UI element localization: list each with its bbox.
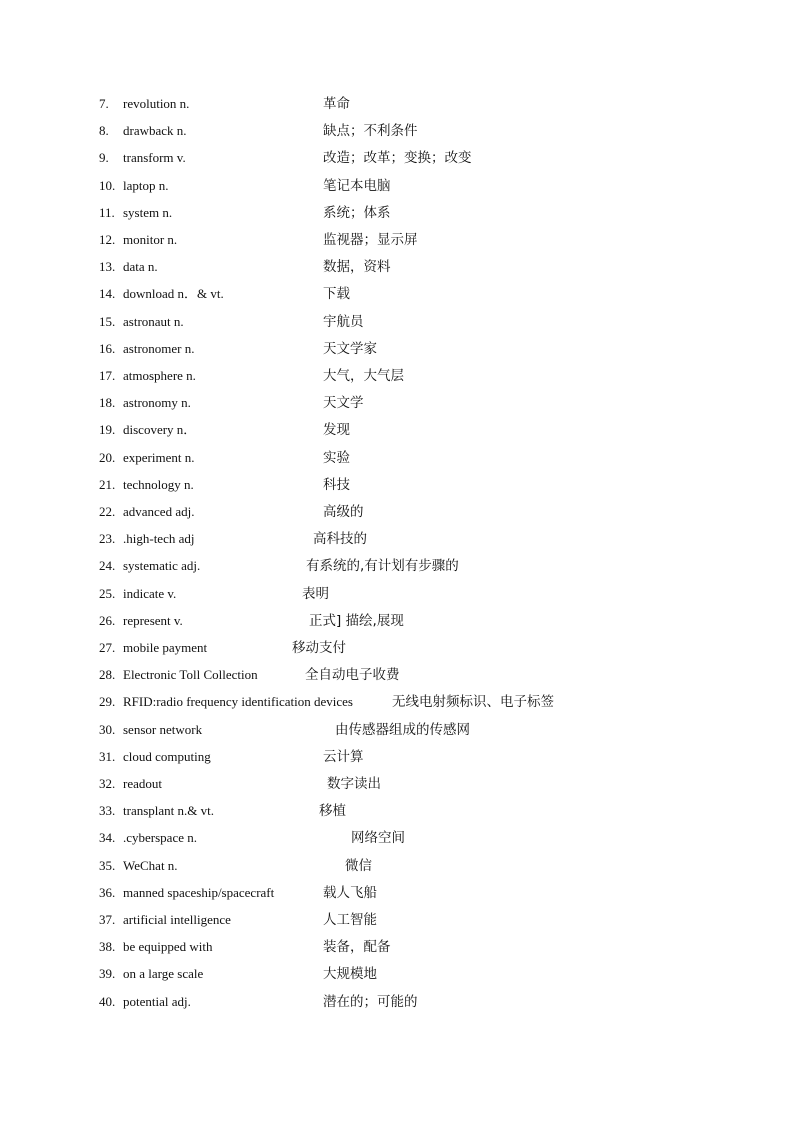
vocab-english: drawback n. [123,123,187,139]
vocab-english: transform v. [123,150,186,166]
vocab-row [0,121,794,141]
vocab-row [0,964,794,984]
vocab-row [0,692,794,712]
vocab-english: system n. [123,204,173,220]
vocab-row [0,284,794,304]
vocab-english: represent v. [123,612,183,628]
vocab-row [0,448,794,468]
vocab-number: 26. [99,612,116,628]
vocab-row [0,339,794,359]
vocab-english: advanced adj. [123,504,195,519]
vocab-english: sensor network [123,721,203,737]
vocab-row [0,94,794,114]
vocab-row [0,203,794,223]
vocab-row [0,611,794,631]
vocab-row [0,665,794,685]
vocab-english: revolution n. [123,96,190,111]
vocab-english: data n. [123,259,158,275]
vocab-number: 34. [99,830,116,846]
vocab-number: 18. [99,395,116,411]
vocab-row [0,529,794,549]
vocab-english: manned spaceship/spacecraft [123,884,275,900]
vocab-number: 23. [99,531,116,547]
vocab-number: 33. [99,803,116,819]
vocab-english: astronomer n. [123,340,195,356]
vocab-number: 14. [99,286,116,302]
vocab-english: WeChat n. [123,857,178,873]
vocab-row [0,556,794,576]
vocab-english: .cyberspace n. [123,830,197,846]
vocab-row [0,801,794,821]
vocab-row [0,366,794,386]
vocab-number: 21. [99,476,116,492]
vocab-english: systematic adj. [123,558,201,574]
vocab-row [0,774,794,794]
vocab-row [0,475,794,495]
vocab-row [0,230,794,250]
vocab-english: readout [123,776,162,791]
vocab-english: mobile payment [123,640,208,655]
vocab-chinese: 数字读出 [327,776,381,792]
vocab-chinese: 高科技的 [313,531,367,548]
vocab-row [0,176,794,196]
vocab-chinese: 装备，配备 [323,939,391,956]
vocab-row [0,937,794,957]
vocab-number: 31. [99,748,116,764]
vocab-chinese: 高级的 [323,504,364,520]
vocab-english: potential adj. [123,993,191,1009]
vocab-number: 22. [99,504,116,519]
vocab-chinese: 革命 [323,96,350,112]
vocab-english: download n．& vt. [123,286,224,302]
vocab-number: 10. [99,177,116,193]
vocab-chinese: 天文学家 [323,340,377,357]
vocab-row [0,992,794,1012]
vocab-english: cloud computing [123,748,211,764]
vocab-number: 16. [99,340,116,356]
vocab-chinese: 改造；改革；变换；改变 [323,150,472,167]
vocab-row [0,393,794,413]
vocab-chinese: 载人飞船 [323,884,377,901]
vocab-chinese: 网络空间 [351,830,405,847]
vocab-chinese: 监视器；显示屏 [323,232,418,248]
vocab-chinese: 大气，大气层 [323,368,404,384]
vocab-english: laptop n. [123,177,169,193]
vocab-english: indicate v. [123,585,177,601]
vocab-row [0,502,794,522]
vocab-chinese: 移植 [319,803,346,820]
vocab-number: 20. [99,449,116,465]
vocab-chinese: 宇航员 [323,313,364,330]
vocab-number: 30. [99,721,116,737]
vocab-english: atmosphere n. [123,368,196,383]
vocab-chinese: 人工智能 [323,912,377,928]
vocab-row [0,856,794,876]
vocab-english: Electronic Toll Collection [123,667,258,683]
vocab-row [0,420,794,440]
vocab-number: 28. [99,667,116,683]
vocab-row [0,828,794,848]
vocab-row [0,883,794,903]
vocab-number: 38. [99,939,116,955]
vocab-number: 9. [99,150,109,166]
vocab-row [0,312,794,332]
vocab-chinese: 全自动电子收费 [305,667,400,684]
vocab-chinese: 正式] 描绘,展现 [309,612,404,629]
vocab-chinese: 微信 [345,857,372,874]
vocab-number: 15. [99,313,116,329]
vocab-english: technology n. [123,476,194,492]
vocab-chinese: 缺点；不利条件 [323,123,418,140]
vocab-number: 12. [99,232,116,247]
vocab-english: experiment n. [123,449,195,465]
vocab-number: 8. [99,123,109,139]
vocab-row [0,747,794,767]
vocab-english: astronomy n. [123,395,191,411]
vocab-english: RFID:radio frequency identification devices [123,694,353,710]
vocab-english: astronaut n. [123,313,184,329]
vocab-number: 35. [99,857,116,873]
vocab-chinese: 下载 [323,286,350,303]
vocab-number: 36. [99,884,116,900]
vocab-row [0,584,794,604]
vocab-chinese: 笔记本电脑 [323,177,391,194]
vocab-number: 37. [99,912,116,927]
vocab-row [0,720,794,740]
vocab-number: 29. [99,694,116,710]
vocab-chinese: 发现 [323,422,350,439]
vocab-chinese: 天文学 [323,395,364,412]
vocab-number: 25. [99,585,116,601]
vocab-number: 24. [99,558,116,574]
vocab-number: 27. [99,640,116,655]
vocab-row [0,257,794,277]
vocab-english: artificial intelligence [123,912,231,927]
vocab-chinese: 实验 [323,449,350,466]
vocab-english: transplant n.& vt. [123,803,214,819]
vocab-number: 13. [99,259,116,275]
vocab-chinese: 由传感器组成的传感网 [335,721,470,738]
vocab-english: on a large scale [123,966,204,982]
vocab-number: 7. [99,96,109,111]
vocab-chinese: 移动支付 [292,640,346,656]
vocab-chinese: 系统；体系 [323,204,391,221]
vocab-english: monitor n. [123,232,178,247]
vocab-chinese: 潜在的；可能的 [323,993,418,1010]
vocab-chinese: 表明 [302,585,329,602]
vocab-number: 40. [99,993,116,1009]
vocab-number: 17. [99,368,116,383]
vocab-chinese: 大规模地 [323,966,377,983]
vocab-row [0,148,794,168]
vocab-english: discovery n． [123,422,197,438]
vocab-chinese: 无线电射频标识、电子标签 [392,694,554,711]
vocab-chinese: 数据，资料 [323,259,391,276]
vocab-chinese: 有系统的,有计划有步骤的 [306,558,459,575]
vocab-number: 11. [99,204,115,220]
vocab-number: 32. [99,776,116,791]
vocab-row [0,638,794,658]
vocab-number: 19. [99,422,116,438]
vocab-english: .high-tech adj [123,531,195,547]
vocab-english: be equipped with [123,939,213,955]
vocab-number: 39. [99,966,116,982]
vocab-chinese: 云计算 [323,748,364,765]
vocab-row [0,910,794,930]
vocab-chinese: 科技 [323,476,350,493]
